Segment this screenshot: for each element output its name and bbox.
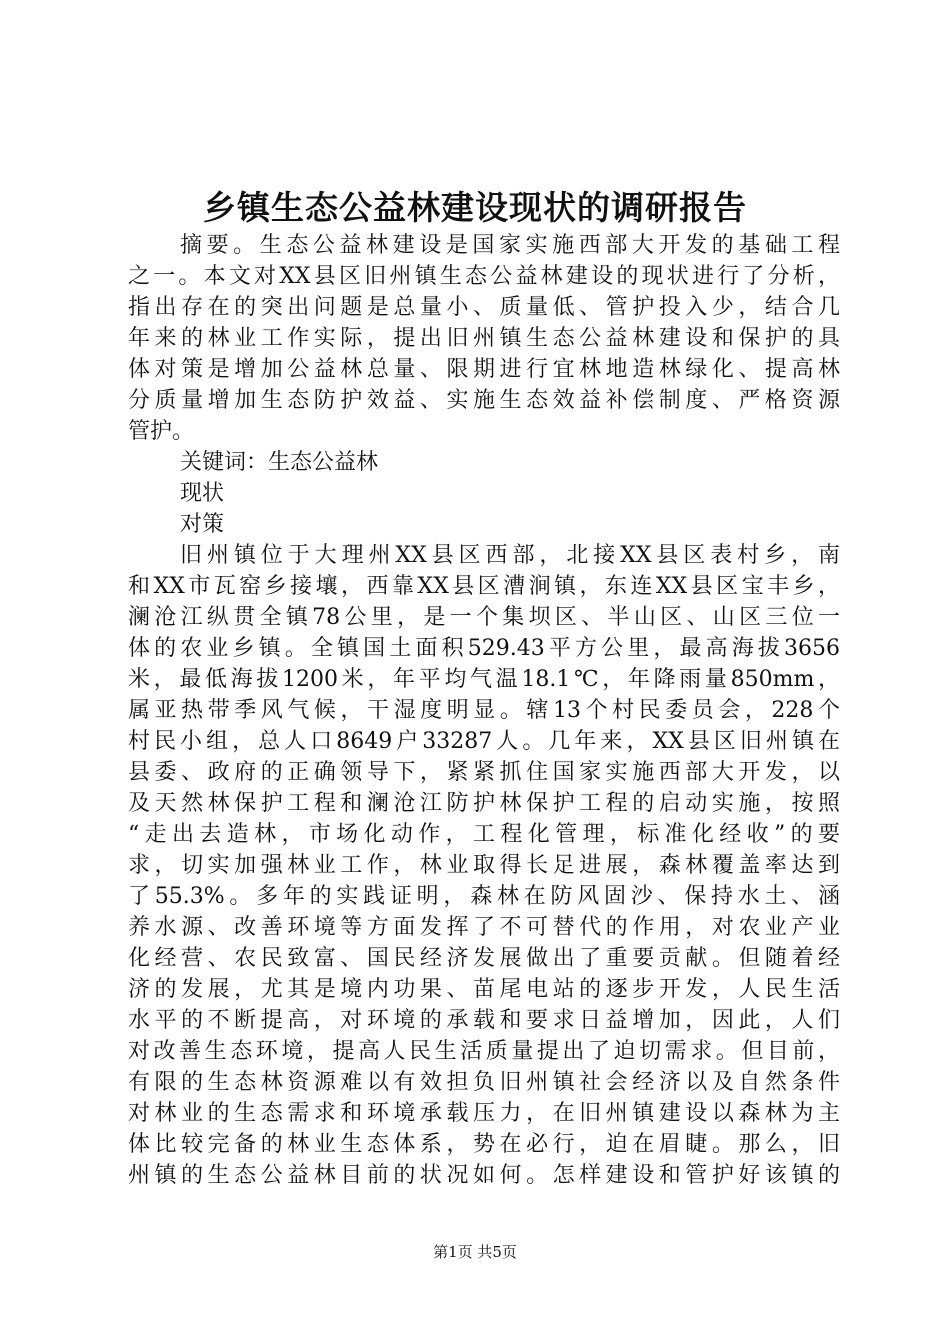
document-body: [128, 230, 840, 1191]
document-title: 乡镇生态公益林建设现状的调研报告: [203, 188, 747, 227]
paragraph-line: “走出去造林，市场化动作，工程化管理，标准化经收”的要: [128, 822, 840, 847]
paragraph-line: 有限的生态林资源难以有效担负旧州镇社会经济以及自然条件: [128, 1070, 840, 1095]
paragraph-line: 及天然林保护工程和澜沧江防护林保护工程的启动实施，按照: [128, 791, 840, 816]
paragraph-line: 了55.3%。多年的实践证明，森林在防风固沙、保持水土、涵: [128, 884, 840, 909]
paragraph-line: 化经营、农民致富、国民经济发展做出了重要贡献。但随着经: [128, 946, 840, 971]
paragraph-line: 县委、政府的正确领导下，紧紧抓住国家实施西部大开发，以: [128, 760, 840, 785]
abstract-line: 管护。: [128, 419, 195, 444]
paragraph-line: 澜沧江纵贯全镇78公里，是一个集坝区、半山区、山区三位一: [128, 605, 840, 630]
abstract-line: 分质量增加生态防护效益、实施生态效益补偿制度、严格资源: [128, 388, 840, 413]
paragraph-line: 水平的不断提高，对环境的承载和要求日益增加，因此，人们: [128, 1008, 840, 1033]
paragraph-line: 村民小组，总人口8649户33287人。几年来，XX县区旧州镇在: [128, 729, 840, 754]
keywords-line: 对策: [180, 512, 225, 537]
paragraph-line: 对林业的生态需求和环境承载压力，在旧州镇建设以森林为主: [128, 1101, 840, 1126]
paragraph-line: 属亚热带季风气候，干湿度明显。辖13个村民委员会，228个: [128, 698, 840, 723]
paragraph-line: 养水源、改善环境等方面发挥了不可替代的作用，对农业产业: [128, 915, 840, 940]
paragraph-line: 对改善生态环境，提高人民生活质量提出了迫切需求。但目前，: [128, 1039, 840, 1064]
paragraph-line: 求，切实加强林业工作，林业取得长足进展，森林覆盖率达到: [128, 853, 840, 878]
abstract-line: 体对策是增加公益林总量、限期进行宜林地造林绿化、提高林: [128, 357, 840, 382]
paragraph-line: 济的发展，尤其是境内功果、苗尾电站的逐步开发，人民生活: [128, 977, 840, 1002]
keywords-line: 关键词：生态公益林: [180, 450, 379, 475]
page-footer: 第1页 共5页: [433, 1243, 517, 1261]
keywords-line: 现状: [180, 481, 225, 506]
abstract-line: 年来的林业工作实际，提出旧州镇生态公益林建设和保护的具: [128, 326, 840, 351]
paragraph-line: 体比较完备的林业生态体系，势在必行，迫在眉睫。那么，旧: [128, 1132, 840, 1157]
paragraph-line: 体的农业乡镇。全镇国土面积529.43平方公里，最高海拔3656: [128, 636, 840, 661]
abstract-line: 摘要。生态公益林建设是国家实施西部大开发的基础工程: [180, 233, 840, 258]
paragraph-line: 旧州镇位于大理州XX县区西部，北接XX县区表村乡，南: [180, 543, 840, 568]
paragraph-line: 米，最低海拔1200米，年平均气温18.1℃，年降雨量850mm，: [128, 667, 840, 692]
paragraph-line: 州镇的生态公益林目前的状况如何。怎样建设和管护好该镇的: [128, 1163, 840, 1188]
paragraph-line: 和XX市瓦窑乡接壤，西靠XX县区漕涧镇，东连XX县区宝丰乡，: [128, 574, 840, 599]
abstract-line: 之一。本文对XX县区旧州镇生态公益林建设的现状进行了分析，: [128, 264, 840, 289]
abstract-line: 指出存在的突出问题是总量小、质量低、管护投入少，结合几: [128, 295, 840, 320]
